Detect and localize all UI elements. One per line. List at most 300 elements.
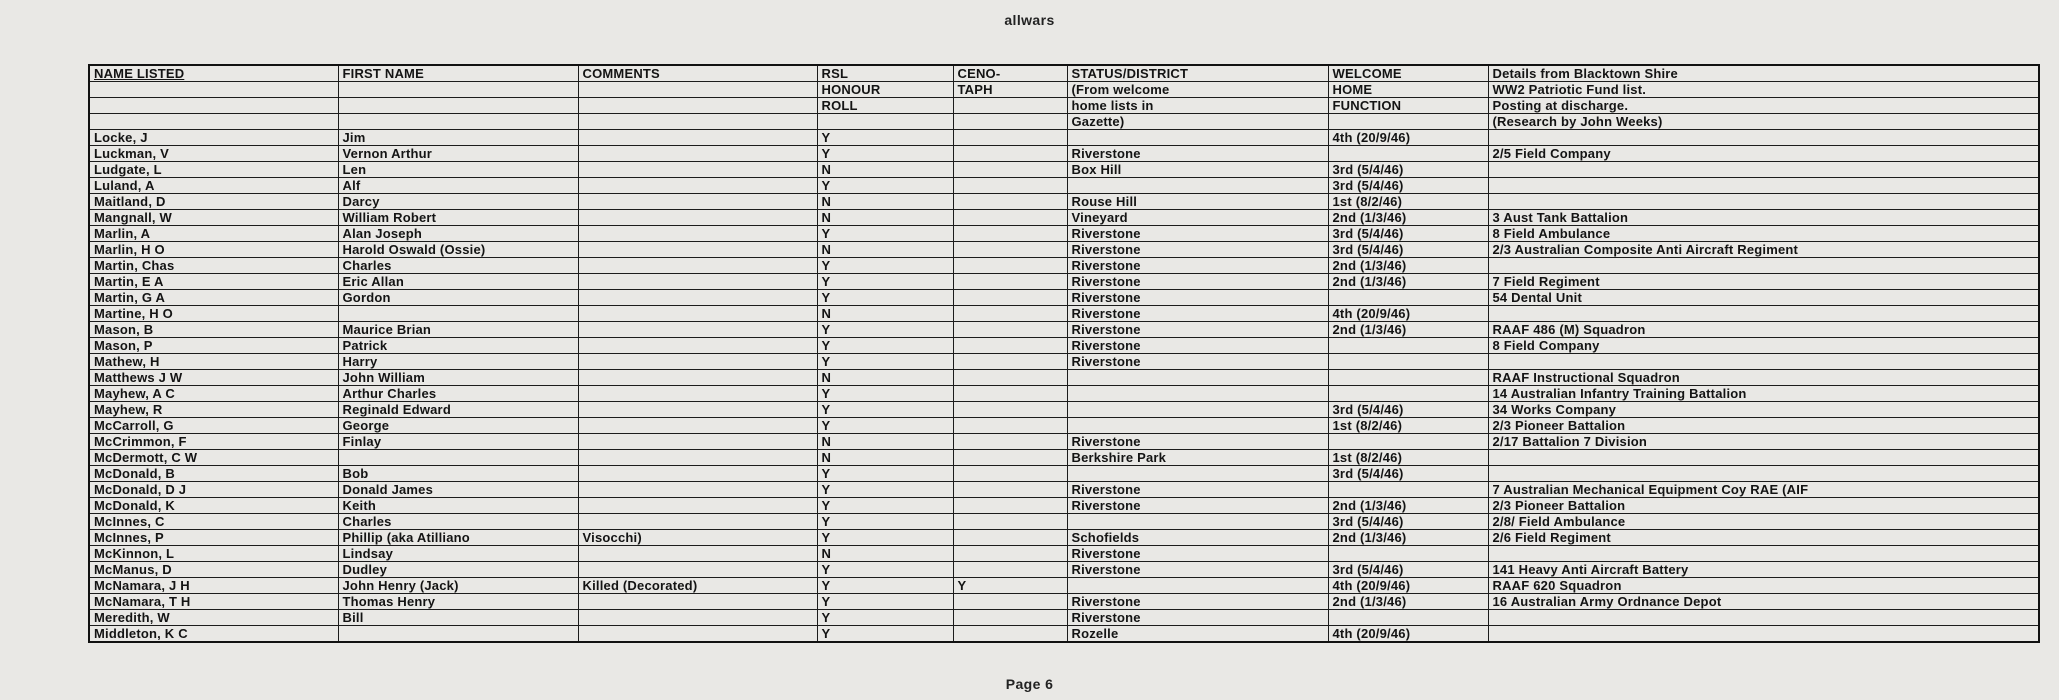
cell-status_district <box>1067 370 1328 386</box>
table-row <box>89 130 2039 146</box>
cell-first_name: Thomas Henry <box>338 594 578 610</box>
cell-welcome_home_function <box>1328 386 1488 402</box>
cell-first_name: Charles <box>338 514 578 530</box>
table-row <box>89 466 2039 482</box>
cell-welcome_home_function: 3rd (5/4/46) <box>1328 178 1488 194</box>
cell-comments <box>578 162 817 178</box>
cell-comments <box>578 210 817 226</box>
cell-comments <box>578 482 817 498</box>
cell-details <box>1488 450 2039 466</box>
cell-name_listed: McDonald, B <box>89 466 338 482</box>
cell-status_district: Riverstone <box>1067 226 1328 242</box>
cell-details: RAAF 620 Squadron <box>1488 578 2039 594</box>
cell-rsl_honour_roll: N <box>817 370 953 386</box>
cell-details: 7 Field Regiment <box>1488 274 2039 290</box>
cell-status_district: Schofields <box>1067 530 1328 546</box>
table-row <box>89 562 2039 578</box>
table-row <box>89 594 2039 610</box>
cell-rsl_honour_roll: Y <box>817 354 953 370</box>
table-row <box>89 194 2039 210</box>
cell-cenotaph <box>953 562 1067 578</box>
cell-name_listed: Ludgate, L <box>89 162 338 178</box>
cell-details: 8 Field Ambulance <box>1488 226 2039 242</box>
cell-comments <box>578 290 817 306</box>
header-welcome_home_function: HOME <box>1328 82 1488 98</box>
cell-cenotaph <box>953 162 1067 178</box>
cell-cenotaph <box>953 498 1067 514</box>
cell-comments <box>578 258 817 274</box>
cell-welcome_home_function <box>1328 338 1488 354</box>
cell-first_name: Eric Allan <box>338 274 578 290</box>
cell-status_district: Vineyard <box>1067 210 1328 226</box>
cell-status_district: Riverstone <box>1067 354 1328 370</box>
header-first_name: FIRST NAME <box>338 65 578 82</box>
cell-first_name: Harry <box>338 354 578 370</box>
cell-comments <box>578 242 817 258</box>
cell-welcome_home_function: 4th (20/9/46) <box>1328 626 1488 643</box>
cell-cenotaph <box>953 546 1067 562</box>
cell-welcome_home_function <box>1328 290 1488 306</box>
cell-comments <box>578 306 817 322</box>
cell-cenotaph <box>953 530 1067 546</box>
cell-first_name: Bill <box>338 610 578 626</box>
cell-first_name: Donald James <box>338 482 578 498</box>
header-cenotaph <box>953 98 1067 114</box>
cell-status_district <box>1067 402 1328 418</box>
cell-comments <box>578 610 817 626</box>
cell-rsl_honour_roll: Y <box>817 386 953 402</box>
cell-comments <box>578 178 817 194</box>
cell-rsl_honour_roll: N <box>817 450 953 466</box>
cell-rsl_honour_roll: Y <box>817 178 953 194</box>
cell-name_listed: Marlin, A <box>89 226 338 242</box>
cell-details <box>1488 306 2039 322</box>
cell-status_district: Rozelle <box>1067 626 1328 643</box>
table-row <box>89 530 2039 546</box>
header-welcome_home_function <box>1328 114 1488 130</box>
veterans-table <box>88 64 2040 643</box>
cell-comments <box>578 354 817 370</box>
header-comments <box>578 98 817 114</box>
table-row <box>89 370 2039 386</box>
cell-comments <box>578 226 817 242</box>
cell-details: 54 Dental Unit <box>1488 290 2039 306</box>
cell-status_district: Riverstone <box>1067 482 1328 498</box>
cell-welcome_home_function: 2nd (1/3/46) <box>1328 498 1488 514</box>
cell-name_listed: Meredith, W <box>89 610 338 626</box>
header-cenotaph <box>953 114 1067 130</box>
cell-name_listed: Locke, J <box>89 130 338 146</box>
cell-details <box>1488 258 2039 274</box>
cell-comments: Visocchi) <box>578 530 817 546</box>
cell-cenotaph <box>953 274 1067 290</box>
cell-comments <box>578 402 817 418</box>
cell-status_district: Box Hill <box>1067 162 1328 178</box>
cell-name_listed: Mayhew, A C <box>89 386 338 402</box>
header-rsl_honour_roll: ROLL <box>817 98 953 114</box>
cell-name_listed: Mayhew, R <box>89 402 338 418</box>
cell-status_district: Rouse Hill <box>1067 194 1328 210</box>
header-status_district: Gazette) <box>1067 114 1328 130</box>
cell-rsl_honour_roll: Y <box>817 482 953 498</box>
cell-first_name: Gordon <box>338 290 578 306</box>
cell-status_district <box>1067 578 1328 594</box>
cell-rsl_honour_roll: Y <box>817 578 953 594</box>
cell-first_name: Harold Oswald (Ossie) <box>338 242 578 258</box>
cell-details <box>1488 466 2039 482</box>
cell-rsl_honour_roll: N <box>817 306 953 322</box>
cell-name_listed: McCrimmon, F <box>89 434 338 450</box>
cell-rsl_honour_roll: Y <box>817 562 953 578</box>
cell-details: 2/8/ Field Ambulance <box>1488 514 2039 530</box>
cell-status_district <box>1067 514 1328 530</box>
table-row <box>89 546 2039 562</box>
cell-name_listed: Matthews J W <box>89 370 338 386</box>
cell-first_name: John Henry (Jack) <box>338 578 578 594</box>
cell-details: 2/3 Australian Composite Anti Aircraft Regiment <box>1488 242 2039 258</box>
cell-status_district: Riverstone <box>1067 146 1328 162</box>
cell-details <box>1488 130 2039 146</box>
cell-welcome_home_function <box>1328 146 1488 162</box>
cell-welcome_home_function: 2nd (1/3/46) <box>1328 274 1488 290</box>
cell-comments <box>578 418 817 434</box>
cell-status_district: Riverstone <box>1067 306 1328 322</box>
cell-details: 14 Australian Infantry Training Battalion <box>1488 386 2039 402</box>
table-row <box>89 402 2039 418</box>
cell-status_district <box>1067 418 1328 434</box>
cell-first_name: Alf <box>338 178 578 194</box>
cell-details: 2/3 Pioneer Battalion <box>1488 418 2039 434</box>
cell-name_listed: McInnes, C <box>89 514 338 530</box>
cell-cenotaph <box>953 386 1067 402</box>
cell-welcome_home_function: 4th (20/9/46) <box>1328 306 1488 322</box>
cell-rsl_honour_roll: N <box>817 242 953 258</box>
cell-name_listed: McCarroll, G <box>89 418 338 434</box>
cell-first_name: Len <box>338 162 578 178</box>
cell-cenotaph <box>953 594 1067 610</box>
table-row <box>89 514 2039 530</box>
cell-first_name: Alan Joseph <box>338 226 578 242</box>
header-row <box>89 82 2039 98</box>
cell-rsl_honour_roll: Y <box>817 258 953 274</box>
header-first_name <box>338 82 578 98</box>
cell-cenotaph <box>953 290 1067 306</box>
header-details: WW2 Patriotic Fund list. <box>1488 82 2039 98</box>
cell-comments <box>578 370 817 386</box>
veterans-table-container <box>88 64 2038 643</box>
cell-welcome_home_function <box>1328 610 1488 626</box>
header-cenotaph: CENO- <box>953 65 1067 82</box>
cell-welcome_home_function: 1st (8/2/46) <box>1328 450 1488 466</box>
cell-cenotaph <box>953 402 1067 418</box>
cell-rsl_honour_roll: N <box>817 546 953 562</box>
cell-details <box>1488 354 2039 370</box>
cell-details <box>1488 626 2039 643</box>
header-comments: COMMENTS <box>578 65 817 82</box>
cell-status_district: Riverstone <box>1067 546 1328 562</box>
cell-first_name: Charles <box>338 258 578 274</box>
cell-first_name <box>338 306 578 322</box>
table-row <box>89 338 2039 354</box>
cell-details: 2/6 Field Regiment <box>1488 530 2039 546</box>
cell-first_name <box>338 626 578 643</box>
cell-welcome_home_function: 2nd (1/3/46) <box>1328 594 1488 610</box>
cell-status_district: Berkshire Park <box>1067 450 1328 466</box>
cell-status_district: Riverstone <box>1067 610 1328 626</box>
cell-rsl_honour_roll: Y <box>817 498 953 514</box>
cell-welcome_home_function: 3rd (5/4/46) <box>1328 562 1488 578</box>
cell-details <box>1488 610 2039 626</box>
cell-comments <box>578 498 817 514</box>
cell-comments <box>578 146 817 162</box>
cell-comments <box>578 594 817 610</box>
cell-first_name <box>338 450 578 466</box>
header-comments <box>578 82 817 98</box>
cell-welcome_home_function: 2nd (1/3/46) <box>1328 530 1488 546</box>
cell-details <box>1488 162 2039 178</box>
cell-cenotaph <box>953 306 1067 322</box>
cell-rsl_honour_roll: Y <box>817 418 953 434</box>
cell-cenotaph <box>953 242 1067 258</box>
cell-rsl_honour_roll: Y <box>817 514 953 530</box>
cell-first_name: William Robert <box>338 210 578 226</box>
cell-comments <box>578 450 817 466</box>
cell-comments <box>578 130 817 146</box>
cell-first_name: Phillip (aka Atilliano <box>338 530 578 546</box>
header-name_listed: NAME LISTED <box>89 65 338 82</box>
cell-welcome_home_function <box>1328 434 1488 450</box>
table-row <box>89 578 2039 594</box>
cell-name_listed: Luckman, V <box>89 146 338 162</box>
cell-details: 2/3 Pioneer Battalion <box>1488 498 2039 514</box>
cell-first_name: Darcy <box>338 194 578 210</box>
header-first_name <box>338 98 578 114</box>
table-row <box>89 386 2039 402</box>
cell-status_district: Riverstone <box>1067 434 1328 450</box>
cell-comments <box>578 626 817 643</box>
cell-name_listed: McInnes, P <box>89 530 338 546</box>
header-details: Posting at discharge. <box>1488 98 2039 114</box>
table-row <box>89 306 2039 322</box>
table-row <box>89 226 2039 242</box>
cell-first_name: Jim <box>338 130 578 146</box>
cell-details: 141 Heavy Anti Aircraft Battery <box>1488 562 2039 578</box>
cell-status_district: Riverstone <box>1067 594 1328 610</box>
header-name_listed <box>89 98 338 114</box>
cell-status_district: Riverstone <box>1067 338 1328 354</box>
cell-details <box>1488 178 2039 194</box>
cell-welcome_home_function: 3rd (5/4/46) <box>1328 242 1488 258</box>
cell-welcome_home_function: 4th (20/9/46) <box>1328 130 1488 146</box>
header-status_district: (From welcome <box>1067 82 1328 98</box>
cell-status_district: Riverstone <box>1067 290 1328 306</box>
table-row <box>89 178 2039 194</box>
table-row <box>89 146 2039 162</box>
cell-status_district: Riverstone <box>1067 322 1328 338</box>
cell-name_listed: Middleton, K C <box>89 626 338 643</box>
cell-details: 8 Field Company <box>1488 338 2039 354</box>
cell-first_name: Arthur Charles <box>338 386 578 402</box>
cell-rsl_honour_roll: Y <box>817 322 953 338</box>
cell-name_listed: Martine, H O <box>89 306 338 322</box>
cell-details: 3 Aust Tank Battalion <box>1488 210 2039 226</box>
cell-cenotaph <box>953 482 1067 498</box>
cell-name_listed: McKinnon, L <box>89 546 338 562</box>
cell-details <box>1488 546 2039 562</box>
cell-rsl_honour_roll: Y <box>817 226 953 242</box>
cell-comments: Killed (Decorated) <box>578 578 817 594</box>
cell-name_listed: Maitland, D <box>89 194 338 210</box>
cell-welcome_home_function: 3rd (5/4/46) <box>1328 466 1488 482</box>
cell-rsl_honour_roll: Y <box>817 610 953 626</box>
cell-comments <box>578 274 817 290</box>
document-title: allwars <box>1004 12 1055 28</box>
cell-cenotaph <box>953 354 1067 370</box>
cell-cenotaph <box>953 514 1067 530</box>
cell-comments <box>578 562 817 578</box>
table-row <box>89 242 2039 258</box>
table-row <box>89 354 2039 370</box>
cell-rsl_honour_roll: N <box>817 194 953 210</box>
cell-status_district: Riverstone <box>1067 498 1328 514</box>
cell-status_district <box>1067 466 1328 482</box>
cell-cenotaph <box>953 210 1067 226</box>
cell-status_district: Riverstone <box>1067 242 1328 258</box>
cell-welcome_home_function <box>1328 354 1488 370</box>
header-rsl_honour_roll <box>817 114 953 130</box>
cell-rsl_honour_roll: Y <box>817 290 953 306</box>
cell-name_listed: McDermott, C W <box>89 450 338 466</box>
table-row <box>89 434 2039 450</box>
cell-details: RAAF Instructional Squadron <box>1488 370 2039 386</box>
cell-comments <box>578 338 817 354</box>
cell-status_district: Riverstone <box>1067 562 1328 578</box>
cell-first_name: Patrick <box>338 338 578 354</box>
cell-name_listed: McDonald, K <box>89 498 338 514</box>
cell-cenotaph <box>953 338 1067 354</box>
table-row <box>89 274 2039 290</box>
cell-details <box>1488 194 2039 210</box>
header-name_listed <box>89 82 338 98</box>
table-row <box>89 450 2039 466</box>
cell-name_listed: Mason, B <box>89 322 338 338</box>
cell-details: 34 Works Company <box>1488 402 2039 418</box>
cell-name_listed: Mason, P <box>89 338 338 354</box>
cell-name_listed: McNamara, J H <box>89 578 338 594</box>
page-number: Page 6 <box>1005 676 1054 692</box>
cell-rsl_honour_roll: Y <box>817 530 953 546</box>
cell-rsl_honour_roll: Y <box>817 146 953 162</box>
cell-welcome_home_function: 1st (8/2/46) <box>1328 418 1488 434</box>
cell-cenotaph <box>953 194 1067 210</box>
cell-first_name: Keith <box>338 498 578 514</box>
cell-details: 2/5 Field Company <box>1488 146 2039 162</box>
header-status_district: STATUS/DISTRICT <box>1067 65 1328 82</box>
cell-first_name: Dudley <box>338 562 578 578</box>
cell-cenotaph <box>953 418 1067 434</box>
header-details: Details from Blacktown Shire <box>1488 65 2039 82</box>
cell-welcome_home_function: 1st (8/2/46) <box>1328 194 1488 210</box>
table-row <box>89 626 2039 643</box>
table-row <box>89 162 2039 178</box>
cell-cenotaph <box>953 226 1067 242</box>
cell-first_name: John William <box>338 370 578 386</box>
cell-welcome_home_function <box>1328 370 1488 386</box>
cell-name_listed: Marlin, H O <box>89 242 338 258</box>
cell-status_district: Riverstone <box>1067 258 1328 274</box>
cell-comments <box>578 466 817 482</box>
cell-details: 16 Australian Army Ordnance Depot <box>1488 594 2039 610</box>
cell-comments <box>578 386 817 402</box>
header-welcome_home_function: FUNCTION <box>1328 98 1488 114</box>
cell-cenotaph <box>953 434 1067 450</box>
table-row <box>89 498 2039 514</box>
cell-welcome_home_function: 3rd (5/4/46) <box>1328 514 1488 530</box>
cell-welcome_home_function: 4th (20/9/46) <box>1328 578 1488 594</box>
table-row <box>89 418 2039 434</box>
cell-name_listed: Martin, G A <box>89 290 338 306</box>
header-welcome_home_function: WELCOME <box>1328 65 1488 82</box>
cell-cenotaph <box>953 370 1067 386</box>
cell-rsl_honour_roll: N <box>817 162 953 178</box>
cell-cenotaph <box>953 450 1067 466</box>
cell-name_listed: Martin, E A <box>89 274 338 290</box>
cell-rsl_honour_roll: Y <box>817 274 953 290</box>
cell-rsl_honour_roll: N <box>817 210 953 226</box>
table-row <box>89 290 2039 306</box>
header-name_listed <box>89 114 338 130</box>
cell-welcome_home_function: 3rd (5/4/46) <box>1328 402 1488 418</box>
header-rsl_honour_roll: HONOUR <box>817 82 953 98</box>
cell-name_listed: McNamara, T H <box>89 594 338 610</box>
table-row <box>89 210 2039 226</box>
cell-first_name: Lindsay <box>338 546 578 562</box>
header-first_name <box>338 114 578 130</box>
header-row <box>89 98 2039 114</box>
cell-first_name: Bob <box>338 466 578 482</box>
cell-first_name: George <box>338 418 578 434</box>
header-cenotaph: TAPH <box>953 82 1067 98</box>
table-row <box>89 482 2039 498</box>
cell-welcome_home_function: 2nd (1/3/46) <box>1328 258 1488 274</box>
cell-status_district: Riverstone <box>1067 274 1328 290</box>
cell-rsl_honour_roll: Y <box>817 402 953 418</box>
header-rsl_honour_roll: RSL <box>817 65 953 82</box>
table-row <box>89 610 2039 626</box>
cell-comments <box>578 322 817 338</box>
cell-name_listed: McManus, D <box>89 562 338 578</box>
cell-name_listed: Martin, Chas <box>89 258 338 274</box>
cell-details: RAAF 486 (M) Squadron <box>1488 322 2039 338</box>
cell-cenotaph <box>953 178 1067 194</box>
header-status_district: home lists in <box>1067 98 1328 114</box>
cell-name_listed: McDonald, D J <box>89 482 338 498</box>
cell-cenotaph <box>953 610 1067 626</box>
cell-rsl_honour_roll: Y <box>817 626 953 643</box>
cell-first_name: Reginald Edward <box>338 402 578 418</box>
cell-cenotaph <box>953 146 1067 162</box>
cell-welcome_home_function: 3rd (5/4/46) <box>1328 162 1488 178</box>
cell-rsl_honour_roll: Y <box>817 130 953 146</box>
cell-name_listed: Mathew, H <box>89 354 338 370</box>
cell-comments <box>578 514 817 530</box>
cell-cenotaph <box>953 258 1067 274</box>
cell-status_district <box>1067 386 1328 402</box>
cell-comments <box>578 546 817 562</box>
table-row <box>89 322 2039 338</box>
cell-rsl_honour_roll: Y <box>817 466 953 482</box>
cell-cenotaph <box>953 626 1067 643</box>
